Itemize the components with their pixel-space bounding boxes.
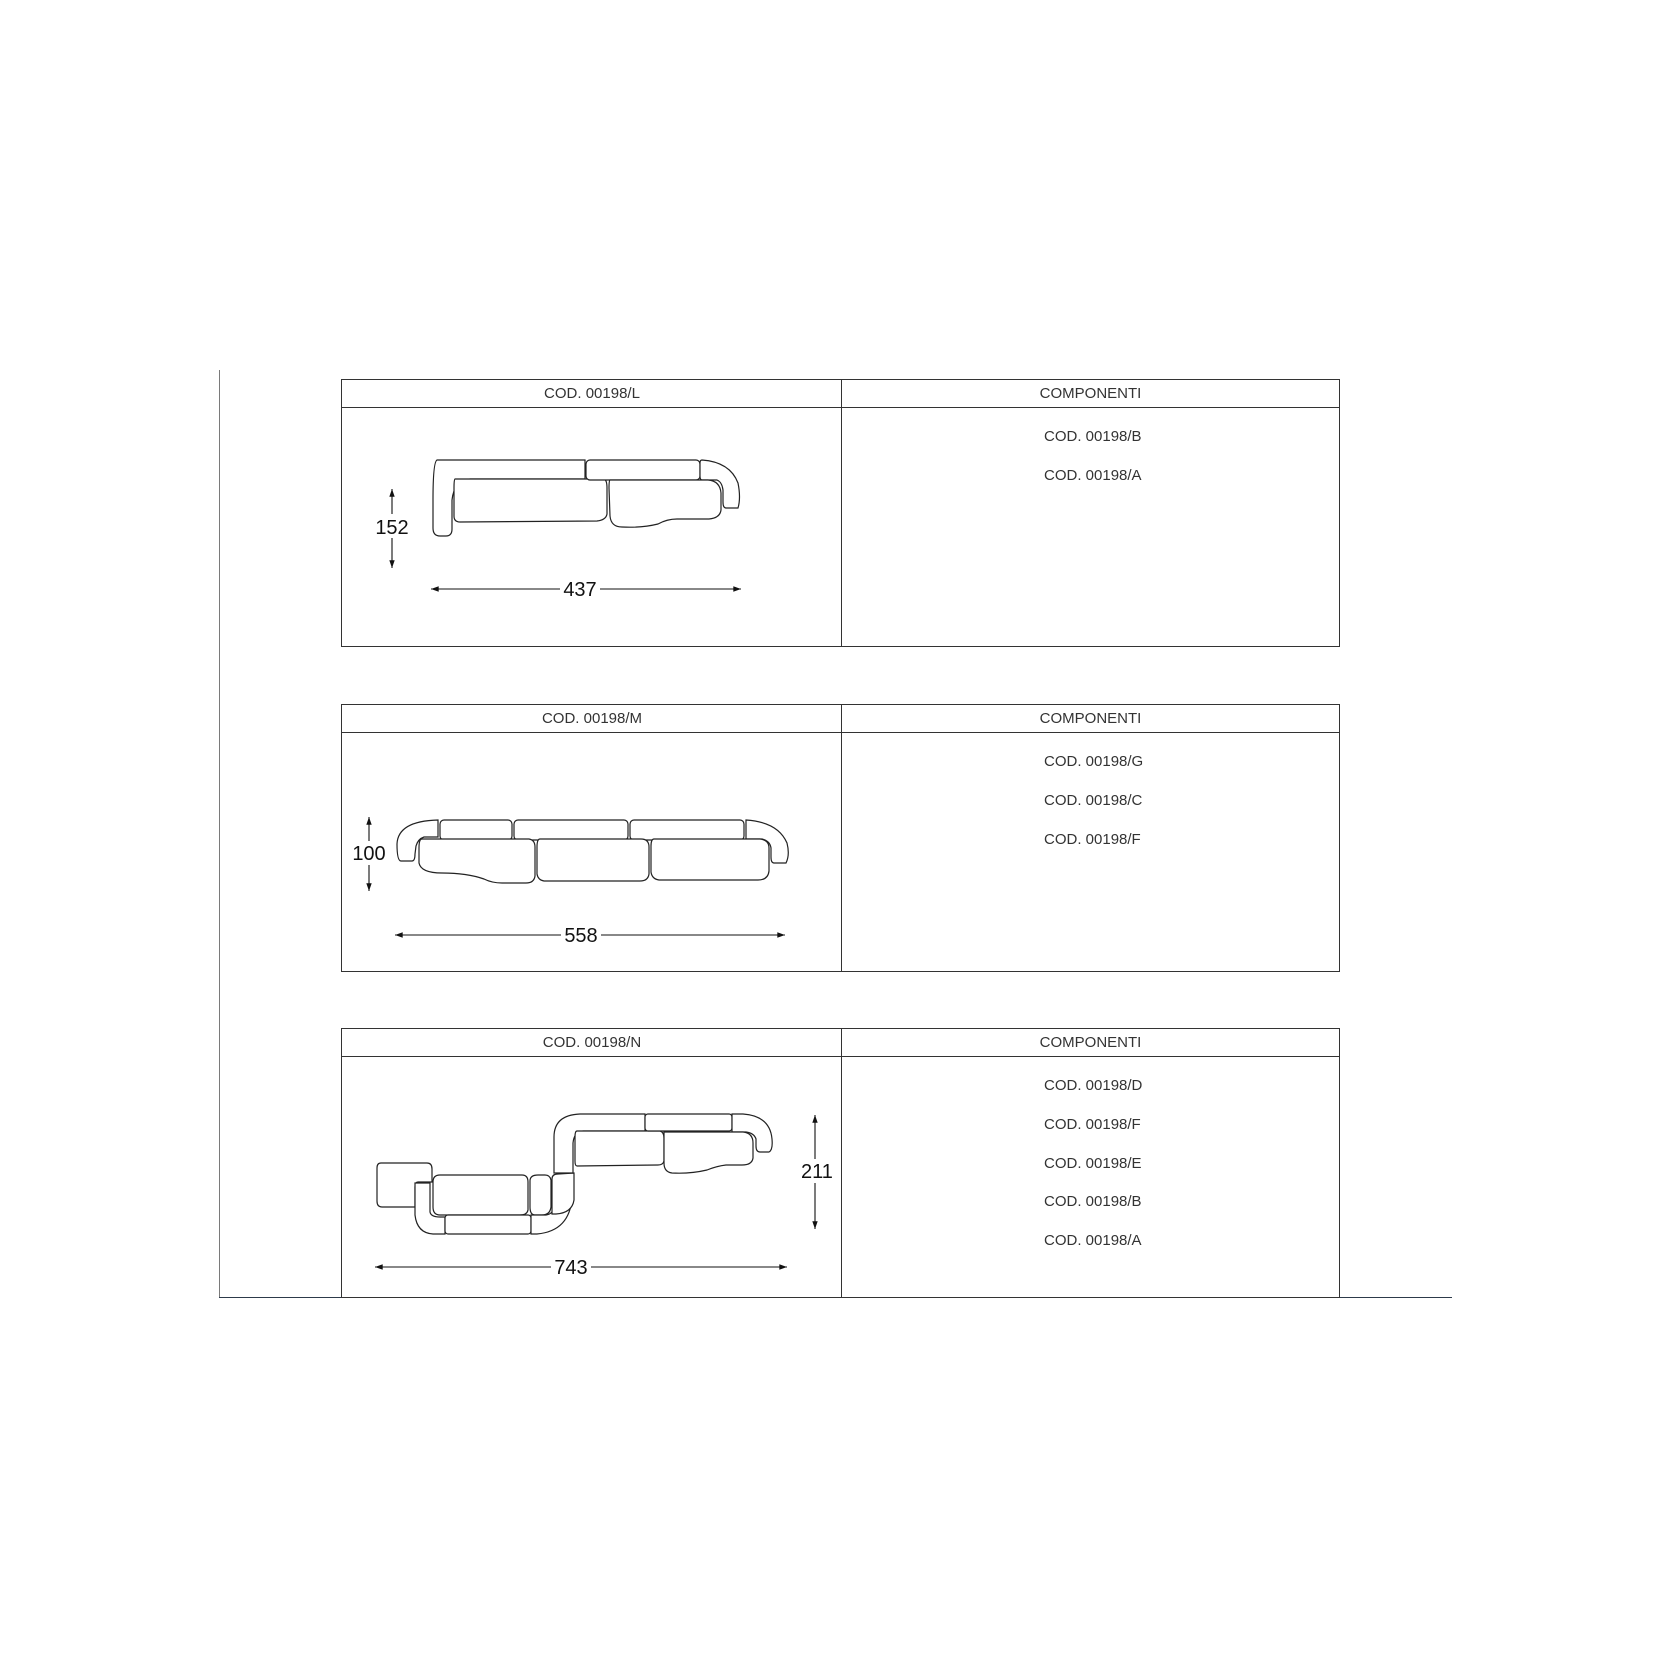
config-code-header: COD. 00198/L: [342, 380, 842, 408]
sofa-outline-n: [377, 1114, 772, 1234]
width-dimension-label: 558: [564, 925, 598, 947]
sofa-outline-l: [433, 460, 740, 536]
config-code-header: COD. 00198/M: [342, 705, 842, 733]
component-item: COD. 00198/G: [1044, 753, 1144, 770]
configuration-card-m: [341, 704, 1340, 972]
components-header: COMPONENTI: [842, 380, 1339, 408]
sofa-plan-drawing-m: [342, 733, 841, 973]
component-item: COD. 00198/A: [1044, 1232, 1142, 1249]
width-dimension-label: 743: [554, 1257, 588, 1279]
components-header: COMPONENTI: [842, 705, 1339, 733]
component-item: COD. 00198/D: [1044, 1077, 1143, 1094]
configuration-card-n: [341, 1028, 1340, 1298]
column-divider: [841, 1029, 842, 1297]
frame-left-rule: [219, 370, 220, 1298]
depth-dimension-label: 100: [352, 843, 386, 865]
component-item: COD. 00198/B: [1044, 1193, 1142, 1210]
sofa-outline-m: [397, 820, 788, 883]
sofa-plan-drawing-n: [342, 1057, 841, 1297]
configuration-card-l: [341, 379, 1340, 647]
config-code-header: COD. 00198/N: [342, 1029, 842, 1057]
depth-dimension-label: 152: [375, 517, 409, 539]
component-item: COD. 00198/F: [1044, 831, 1141, 848]
component-item: COD. 00198/E: [1044, 1155, 1142, 1172]
sofa-plan-drawing-l: [342, 408, 841, 648]
component-item: COD. 00198/C: [1044, 792, 1143, 809]
column-divider: [841, 705, 842, 971]
depth-dimension-label: 211: [801, 1161, 833, 1183]
components-header: COMPONENTI: [842, 1029, 1339, 1057]
component-item: COD. 00198/F: [1044, 1116, 1141, 1133]
width-dimension-label: 437: [563, 579, 597, 601]
component-item: COD. 00198/A: [1044, 467, 1142, 484]
component-item: COD. 00198/B: [1044, 428, 1142, 445]
column-divider: [841, 380, 842, 646]
